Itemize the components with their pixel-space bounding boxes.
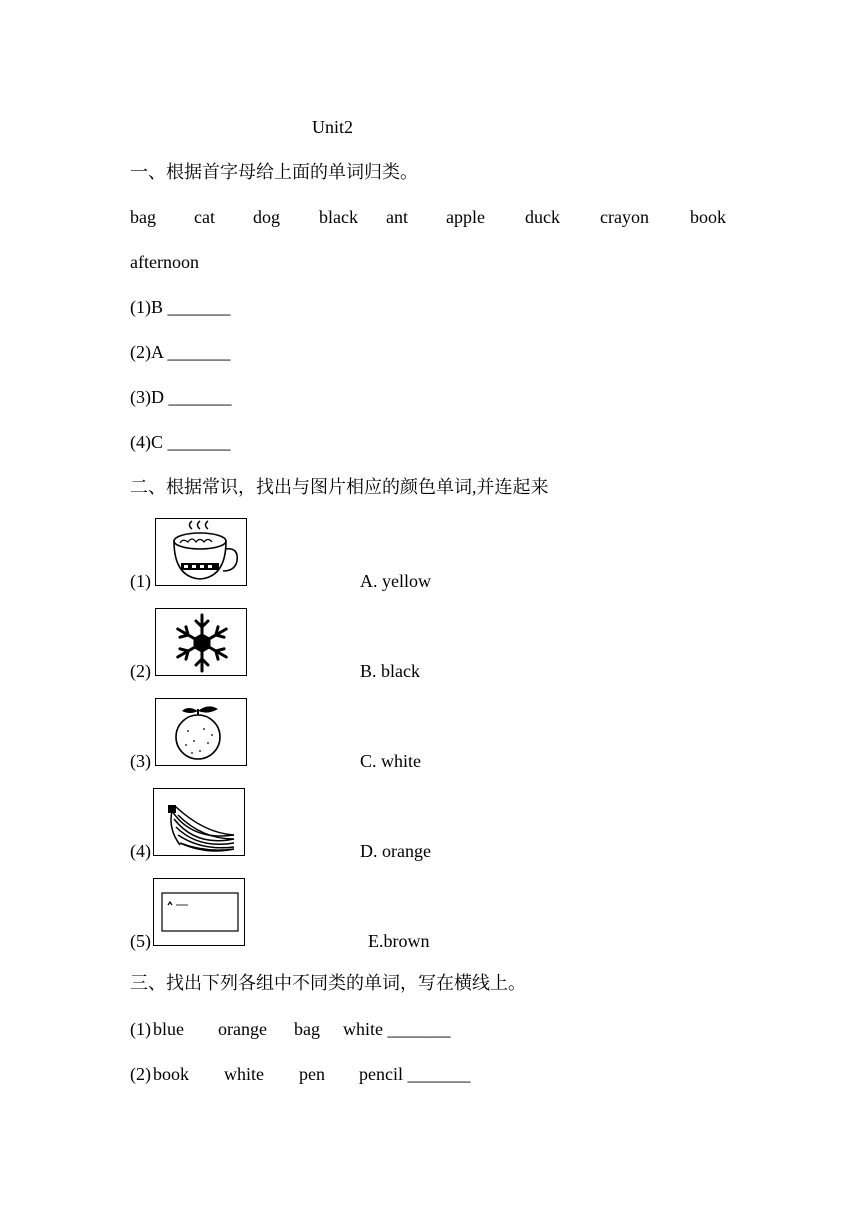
orange-fruit-icon — [156, 699, 248, 767]
match-item-number: (3) — [130, 751, 151, 771]
word-bank-item: afternoon — [130, 252, 199, 272]
word-bank-item: duck — [525, 207, 560, 227]
match-item-number: (2) — [130, 661, 151, 681]
row-word: white — [224, 1064, 264, 1084]
classify-item-b: (1)B _______ — [130, 297, 231, 317]
section2-heading: 二、根据常识，找出与图片相应的颜色单词,并连起来 — [130, 477, 549, 497]
color-option-d: D. orange — [360, 841, 431, 861]
color-option-c: C. white — [360, 751, 421, 771]
match-item-number: (5) — [130, 931, 151, 951]
match-item-number: (4) — [130, 841, 151, 861]
color-option-a: A. yellow — [360, 571, 431, 591]
row-word: book — [153, 1064, 189, 1084]
color-option-b: B. black — [360, 661, 420, 681]
color-option-e: E.brown — [368, 931, 430, 951]
coffee-cup-picture — [155, 518, 247, 586]
page-title: Unit2 — [312, 117, 354, 137]
snowflake-icon — [156, 609, 248, 677]
row-word: orange — [218, 1019, 267, 1039]
row-number: (2) — [130, 1064, 151, 1084]
word-bank-item: black — [319, 207, 358, 227]
row-word: blue — [153, 1019, 184, 1039]
row-word: pen — [299, 1064, 325, 1084]
word-bank-item: book — [690, 207, 726, 227]
section3-heading: 三、找出下列各组中不同类的单词，写在横线上。 — [130, 973, 526, 993]
classify-item-a: (2)A _______ — [130, 342, 231, 362]
orange-fruit-picture — [155, 698, 247, 766]
blackboard-picture — [153, 878, 245, 946]
blackboard-icon — [154, 879, 246, 947]
row-word: bag — [294, 1019, 320, 1039]
banana-bunch-picture — [153, 788, 245, 856]
row-word-with-blank: white _______ — [343, 1019, 451, 1039]
word-bank-item: dog — [253, 207, 280, 227]
row-number: (1) — [130, 1019, 151, 1039]
match-item-number: (1) — [130, 571, 151, 591]
banana-bunch-icon — [154, 789, 246, 857]
word-bank-item: bag — [130, 207, 156, 227]
section1-heading: 一、根据首字母给上面的单词归类。 — [130, 162, 418, 182]
row-word-with-blank: pencil _______ — [359, 1064, 471, 1084]
word-bank-item: apple — [446, 207, 485, 227]
classify-item-d: (3)D _______ — [130, 387, 232, 407]
word-bank-item: crayon — [600, 207, 649, 227]
classify-item-c: (4)C _______ — [130, 432, 231, 452]
word-bank-item: ant — [386, 207, 408, 227]
snowflake-picture — [155, 608, 247, 676]
coffee-cup-icon — [156, 519, 248, 587]
word-bank-item: cat — [194, 207, 215, 227]
